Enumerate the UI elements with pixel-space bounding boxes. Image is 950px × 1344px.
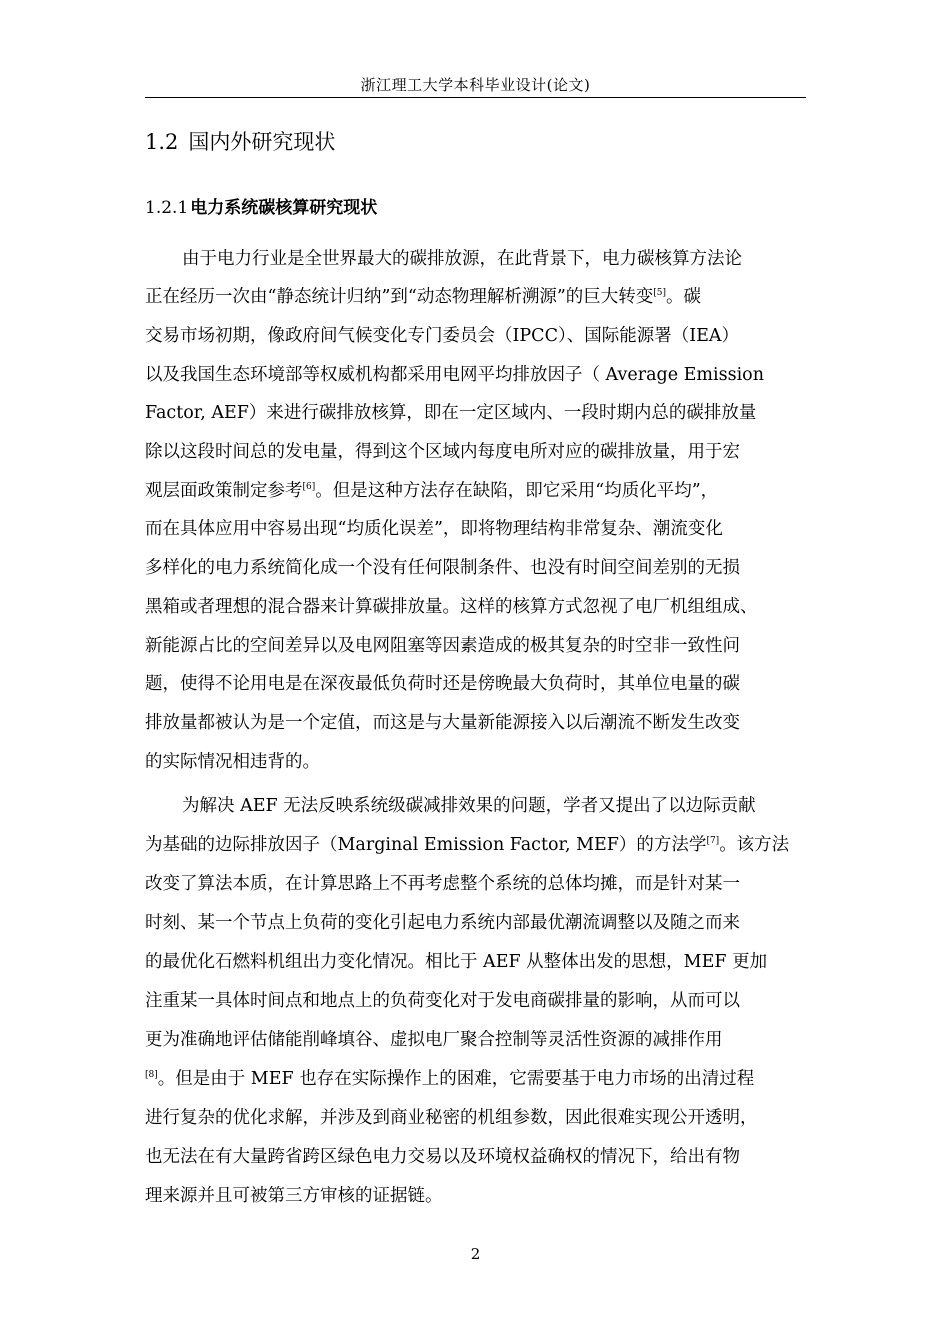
subsection-number: 1.2.1	[145, 198, 189, 218]
page-number: 2	[470, 1245, 481, 1263]
text-line: 改变了算法本质，在计算思路上不再考虑整个系统的总体均摊，而是针对某一	[145, 874, 740, 894]
text-line: 理来源并且可被第三方审核的证据链。	[145, 1186, 443, 1206]
text-line: Factor, AEF）来进行碳排放核算，即在一定区域内、一段时期内总的碳排放量	[145, 403, 757, 423]
text-line: 时刻、某一个节点上负荷的变化引起电力系统内部最优潮流调整以及随之而来	[145, 913, 740, 933]
text-line: 新能源占比的空间差异以及电网阻塞等因素造成的极其复杂的时空非一致性问	[145, 636, 740, 656]
text-line: 题，使得不论用电是在深夜最低负荷时还是傍晚最大负荷时，其单位电量的碳	[145, 674, 740, 694]
section-heading	[145, 128, 335, 156]
text-line: 排放量都被认为是一个定值，而这是与大量新能源接入以后潮流不断发生改变	[145, 713, 740, 733]
text-line: [8]。但是由于 MEF 也存在实际操作上的困难，它需要基于电力市场的出清过程	[145, 1069, 755, 1089]
text-line: 注重某一具体时间点和地点上的负荷变化对于发电商碳排量的影响，从而可以	[145, 991, 740, 1011]
citation[interactable]: [7]	[706, 836, 720, 846]
text-line: 为解决 AEF 无法反映系统级碳减排效果的问题，学者又提出了以边际贡献	[182, 796, 756, 816]
running-header: 浙江理工大学本科毕业设计(论文)	[360, 76, 591, 94]
text-line: 由于电力行业是全世界最大的碳排放源，在此背景下，电力碳核算方法论	[182, 249, 742, 269]
text-line: 除以这段时间总的发电量，得到这个区域内每度电所对应的碳排放量，用于宏	[145, 442, 740, 462]
text-line: 黑箱或者理想的混合器来计算碳排放量。这样的核算方式忽视了电厂机组组成、	[145, 597, 758, 617]
text-line: 进行复杂的优化求解，并涉及到商业秘密的机组参数，因此很难实现公开透明，	[145, 1108, 758, 1128]
citation[interactable]: [6]	[302, 482, 316, 492]
section-number: 1.2	[145, 130, 179, 154]
text-line: 为基础的边际排放因子（Marginal Emission Factor, MEF）的方法学[7]。该方法	[145, 835, 790, 855]
text-line: 而在具体应用中容易出现“均质化误差”，即将物理结构非常复杂、潮流变化	[145, 519, 723, 539]
text-line: 更为准确地评估储能削峰填谷、虚拟电厂聚合控制等灵活性资源的减排作用	[145, 1030, 723, 1050]
text-line: 多样化的电力系统简化成一个没有任何限制条件、也没有时间空间差别的无损	[145, 558, 740, 578]
citation[interactable]: [8]	[145, 1070, 158, 1080]
text-line: 也无法在有大量跨省跨区绿色电力交易以及环境权益确权的情况下，给出有物	[145, 1147, 740, 1167]
text-line: 的实际情况相违背的。	[145, 752, 320, 772]
section-title: 国内外研究现状	[188, 130, 336, 154]
header-rule	[145, 97, 806, 98]
text-line: 以及我国生态环境部等权威机构都采用电网平均排放因子（ Average Emission	[145, 365, 764, 385]
text-line: 正在经历一次由“静态统计归纳”到“动态物理解析溯源”的巨大转变[5]。碳	[145, 287, 702, 307]
subsection-heading	[145, 195, 377, 221]
subsection-title: 电力系统碳核算研究现状	[190, 198, 378, 218]
citation[interactable]: [5]	[653, 288, 667, 298]
text-line: 交易市场初期，像政府间气候变化专门委员会（IPCC）、国际能源署（IEA）	[145, 326, 740, 346]
text-line: 观层面政策制定参考[6]。但是这种方法存在缺陷，即它采用“均质化平均”，	[145, 481, 719, 501]
text-line: 的最优化石燃料机组出力变化情况。相比于 AEF 从整体出发的思想，MEF 更加	[145, 952, 768, 972]
